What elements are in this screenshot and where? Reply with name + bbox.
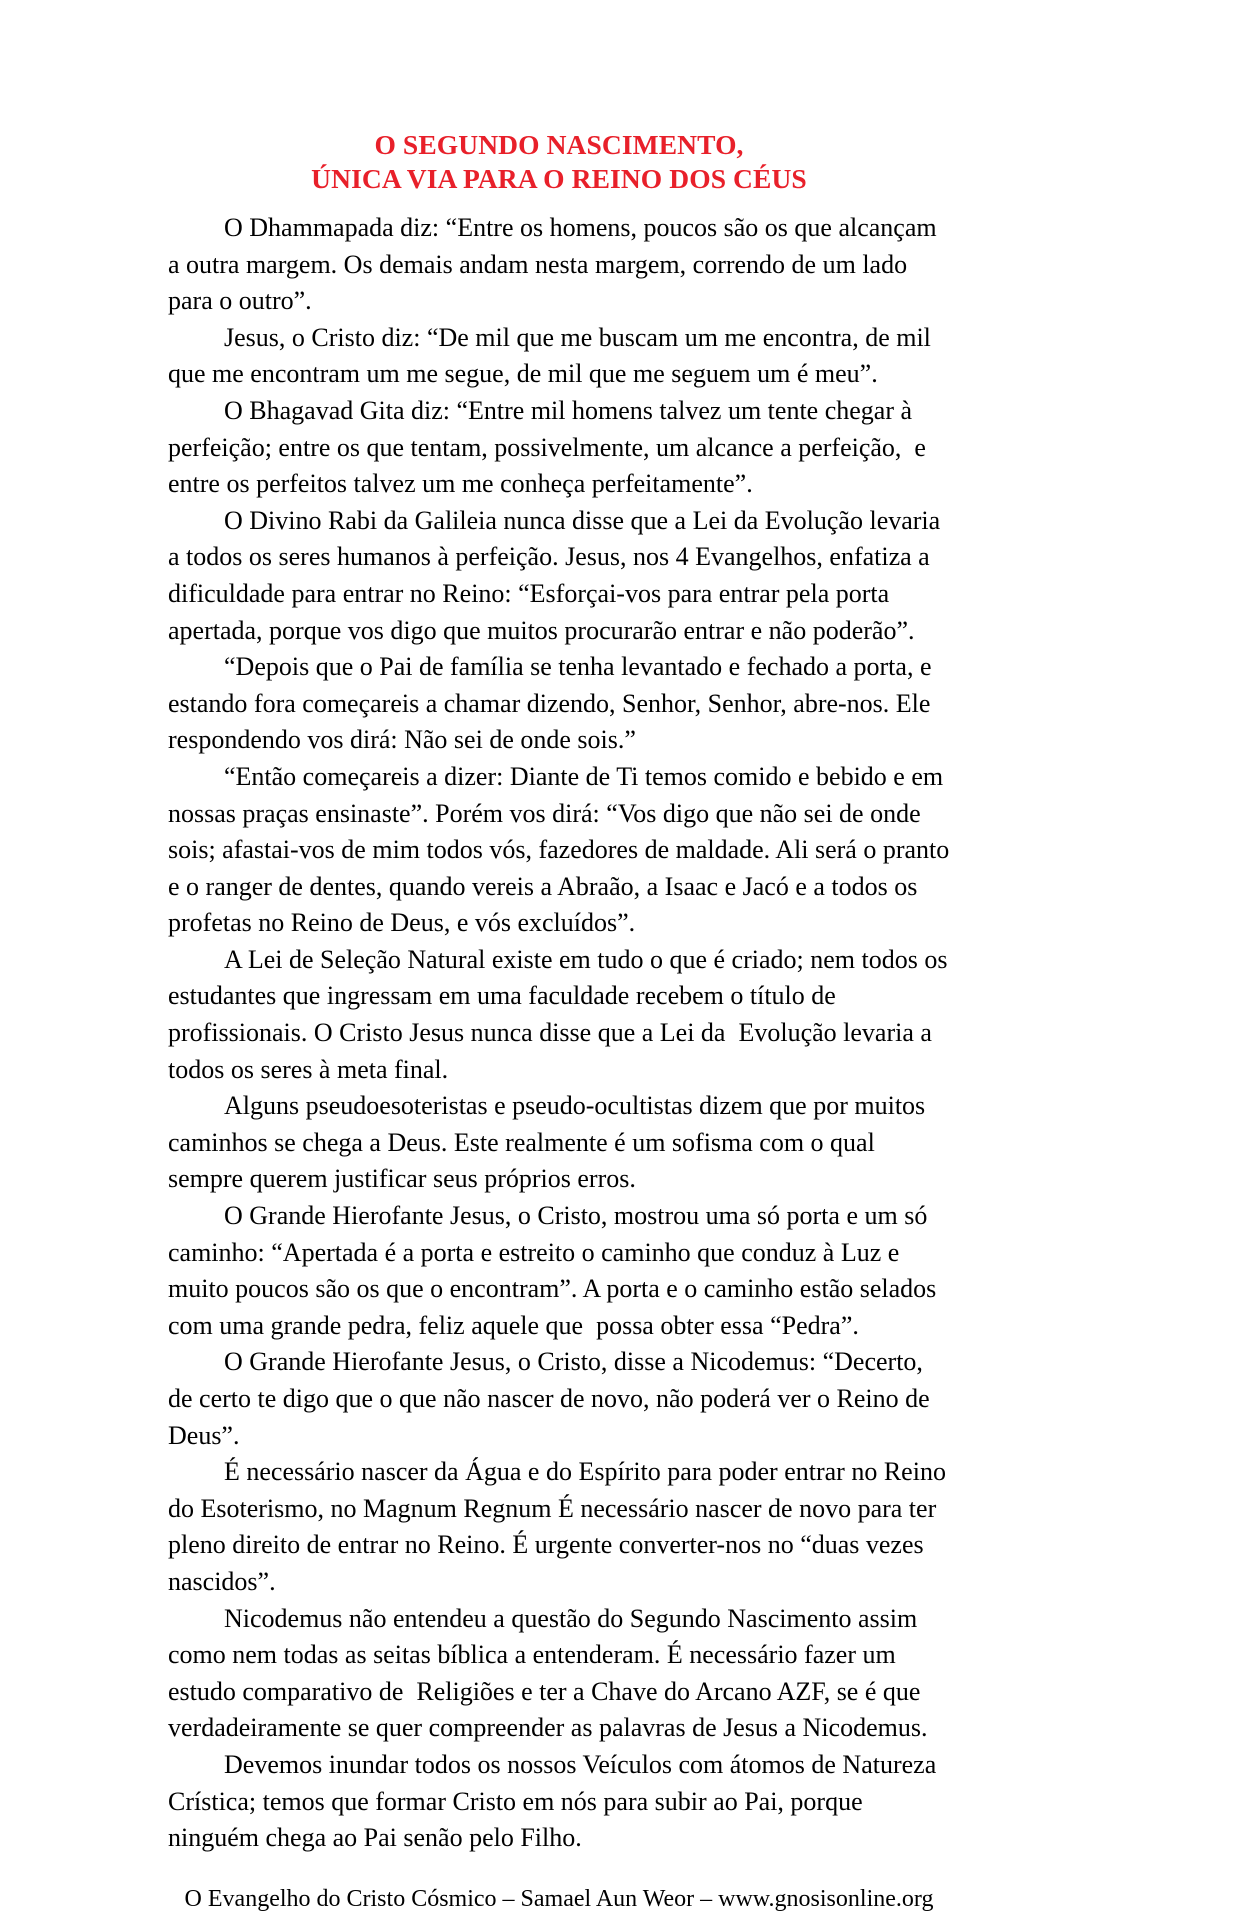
paragraph: “Então começareis a dizer: Diante de Ti temos comido e bebido e em nossas praças ensinaste”. Porém vos dirá: “Vos digo que não sei de onde sois; afastai-vos de mim todos vós, fazedores de maldade. Ali será o pranto e o ranger de dentes, quando vereis a Abraão, a Isaac e Jacó e a todos os profetas no Reino de Deus, e vós excluídos”. (168, 761, 956, 938)
document-body (168, 210, 956, 1857)
paragraph: O Bhagavad Gita diz: “Entre mil homens talvez um tente chegar à perfeição; entre os que tentam, possivelmente, um alcance a perfeição, e entre os perfeitos talvez um me conheça perfeitamente”. (168, 395, 933, 499)
paragraph: A Lei de Seleção Natural existe em tudo o que é criado; nem todos os estudantes que ingressam em uma faculdade recebem o título de profissionais. O Cristo Jesus nunca disse que a Lei da Evolução levaria a todos os seres à meta final. (168, 944, 954, 1084)
paragraph: O Grande Hierofante Jesus, o Cristo, mostrou uma só porta e um só caminho: “Apertada é a porta e estreito o caminho que conduz à Luz e muito poucos são os que o encontram”. A porta e o caminho estão selados com uma grande pedra, feliz aquele que possa obter essa “Pedra”. (168, 1201, 943, 1340)
page-title (168, 128, 950, 196)
source-attribution: O Evangelho do Cristo Cósmico – Samael Aun Weor – www.gnosisonline.org (184, 1885, 934, 1912)
paragraph: “Depois que o Pai de família se tenha levantado e fechado a porta, e estando fora começareis a chamar dizendo, Senhor, Senhor, abre-nos. Ele respondendo vos dirá: Não sei de onde sois.” (168, 652, 938, 755)
paragraph: O Dhammapada diz: “Entre os homens, poucos são os que alcançam a outra margem. Os demais andam nesta margem, correndo de um lado para o outro”. (168, 213, 944, 316)
document-content (168, 128, 956, 1915)
paragraph: Nicodemus não entendeu a questão do Segundo Nascimento assim como nem todas as seitas bíblica a entenderam. É necessário fazer um estudo comparativo de Religiões e ter a Chave do Arcano AZF, se é que verdadeiramente se quer compreender as palavras de Jesus a Nicodemus. (168, 1603, 928, 1743)
paragraph: Jesus, o Cristo diz: “De mil que me buscam um me encontra, de mil que me encontram um me segue, de mil que me seguem um é meu”. (168, 322, 938, 389)
paragraph: O Grande Hierofante Jesus, o Cristo, disse a Nicodemus: “Decerto, de certo te digo que o que não nascer de novo, não poderá ver o Reino de Deus”. (168, 1347, 937, 1450)
paragraph: É necessário nascer da Água e do Espírito para poder entrar no Reino do Esoterismo, no Magnum Regnum É necessário nascer de novo para ter pleno direito de entrar no Reino. É urgente converter-nos no “duas vezes nascidos”. (168, 1457, 953, 1596)
page-title-line-1: O SEGUNDO NASCIMENTO, (374, 129, 744, 160)
page-title-line-2: ÚNICA VIA PARA O REINO DOS CÉUS (311, 163, 807, 194)
paragraph: O Divino Rabi da Galileia nunca disse que a Lei da Evolução levaria a todos os seres humanos à perfeição. Jesus, nos 4 Evangelhos, enfatiza a dificuldade para entrar no Reino: “Esforçai-vos para entrar pela porta apertada, porque vos digo que muitos procurarão entrar e não poderão”. (168, 505, 947, 645)
paragraph: Devemos inundar todos os nossos Veículos com átomos de Natureza Crística; temos que formar Cristo em nós para subir ao Pai, porque ninguém chega ao Pai senão pelo Filho. (168, 1749, 943, 1853)
paragraph: Alguns pseudoesoteristas e pseudo-ocultistas dizem que por muitos caminhos se chega a Deus. Este realmente é um sofisma com o qual sempre querem justificar seus próprios erros. (168, 1091, 932, 1194)
